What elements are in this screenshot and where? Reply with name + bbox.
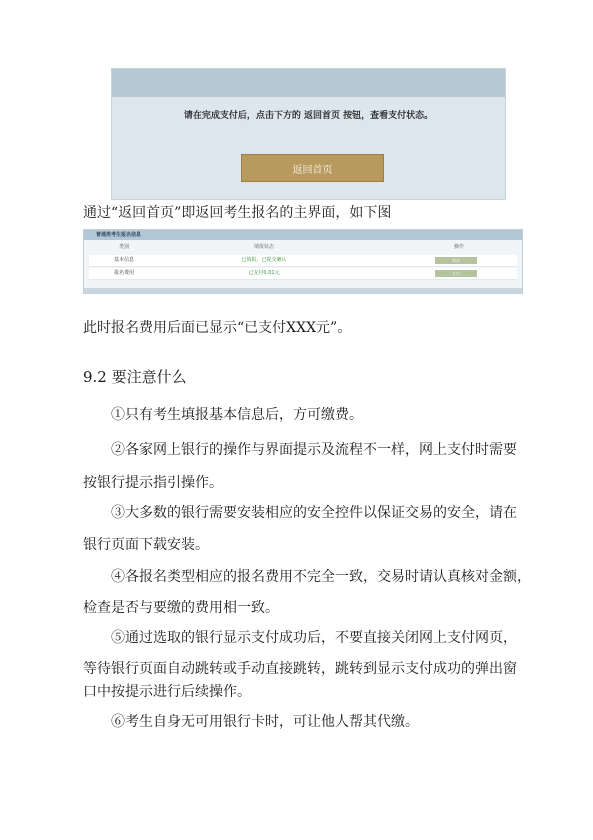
table-row bbox=[89, 255, 517, 267]
paid-note-text: 此时报名费用后面已显示“已支付XXX元”。 bbox=[83, 320, 352, 336]
column-header-action: 操作 bbox=[453, 244, 464, 250]
payment-instruction-text: 请在完成支付后，点击下方的 返回首页 按钮，查看支付状态。 bbox=[183, 111, 434, 121]
intro-text: 通过“返回首页”即返回考生报名的主界面，如下图 bbox=[83, 205, 392, 221]
panel-footer-bar bbox=[84, 288, 522, 293]
note-5: ⑤通过选取的银行显示支付成功后，不要直接关闭网上支付网页， bbox=[111, 630, 517, 646]
note-6: ⑥考生自身无可用银行卡时，可让他人帮其代缴。 bbox=[111, 714, 419, 730]
note-5-continued-2: 口中按提示进行后续操作。 bbox=[83, 684, 251, 700]
note-2-continued: 按银行提示指引操作。 bbox=[83, 475, 223, 491]
column-header-category: 类别 bbox=[118, 244, 129, 250]
note-4: ④各报名类型相应的报名费用不完全一致，交易时请认真核对金额， bbox=[111, 569, 531, 585]
note-3: ③大多数的银行需要安装相应的安全控件以保证交易的安全，请在 bbox=[111, 505, 517, 521]
panel-header-bar bbox=[112, 69, 505, 97]
note-4-continued: 检查是否与要缴的费用相一致。 bbox=[83, 600, 279, 616]
table-row bbox=[89, 268, 517, 280]
row-category: 基本信息 bbox=[113, 257, 134, 263]
column-header-status: 填报状态 bbox=[253, 244, 274, 250]
note-3-continued: 银行页面下载安装。 bbox=[83, 537, 209, 553]
note-2: ②各家网上银行的操作与界面提示及流程不一样，网上支付时需要 bbox=[111, 442, 517, 458]
note-5-continued: 等待银行页面自动跳转或手动直接跳转，跳转到显示支付成功的弹出窗 bbox=[83, 661, 517, 677]
note-1: ①只有考生填报基本信息后，方可缴费。 bbox=[111, 407, 363, 423]
row-status: 已支付0.01元 bbox=[248, 270, 280, 276]
payment-complete-panel bbox=[111, 68, 506, 200]
row-status: 已填报，已提交确认 bbox=[241, 257, 287, 263]
return-home-button[interactable]: 返回首页 bbox=[241, 154, 384, 182]
registration-panel-title: 普通类考生报名信息 bbox=[84, 230, 522, 240]
modify-button[interactable]: 修改 bbox=[435, 257, 477, 264]
pay-button[interactable]: 支付 bbox=[435, 270, 477, 277]
section-heading: 9.2 要注意什么 bbox=[83, 368, 187, 386]
registration-info-panel bbox=[83, 229, 523, 294]
row-category: 报名费用 bbox=[113, 270, 134, 276]
